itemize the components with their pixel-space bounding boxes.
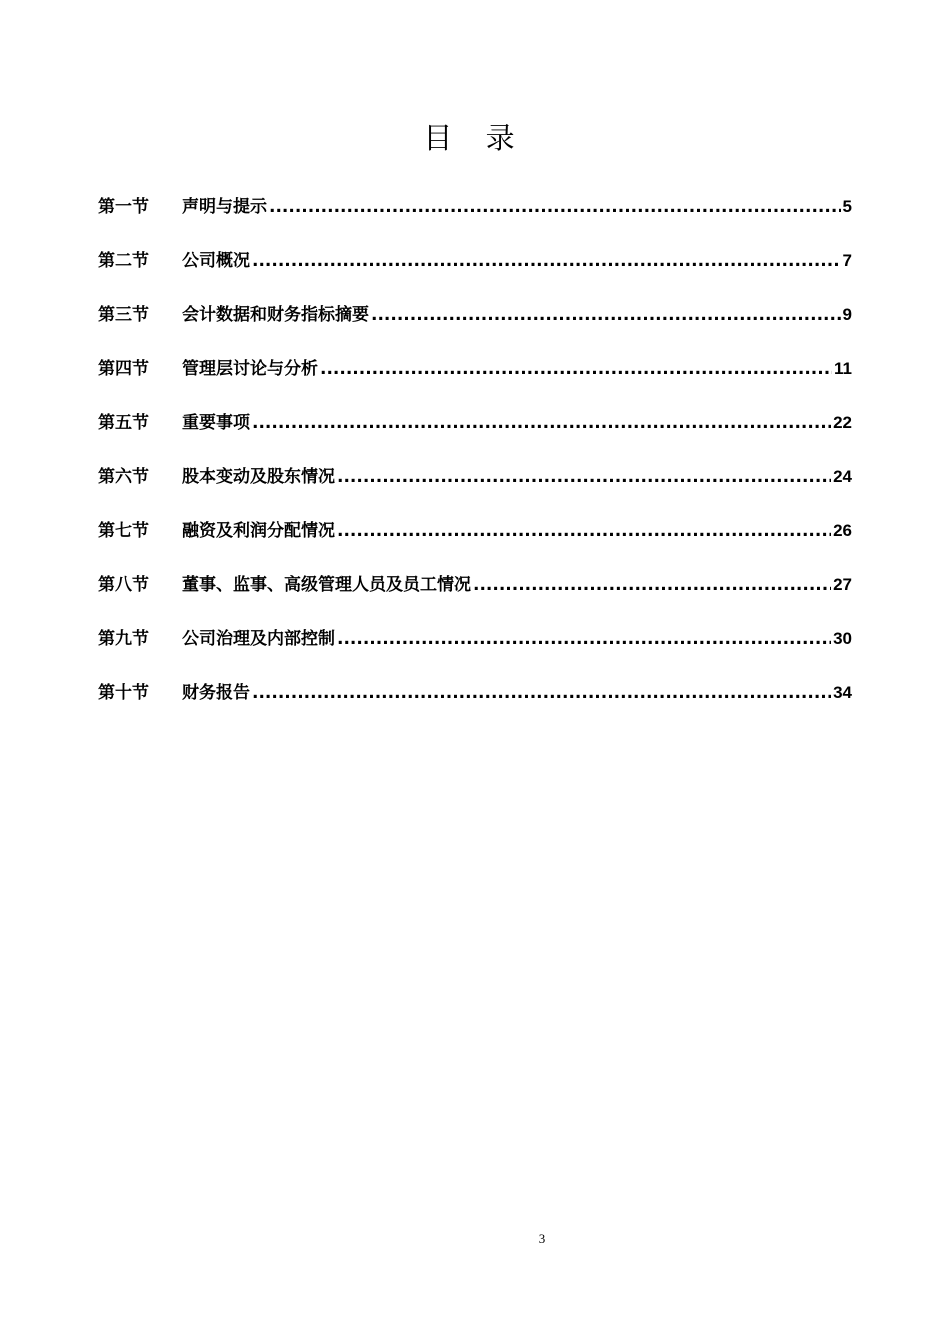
- toc-page-number: 7: [842, 251, 852, 270]
- toc-page-number: 27: [833, 575, 852, 594]
- toc-heading: 财务报告: [182, 683, 250, 703]
- toc-dot-leader: [337, 460, 831, 494]
- toc-page-number: 5: [842, 197, 852, 216]
- toc-dot-leader: [252, 244, 841, 278]
- toc-entry[interactable]: [98, 622, 852, 676]
- toc-entry[interactable]: [98, 298, 852, 352]
- page-number: 3: [538, 1231, 546, 1246]
- toc-heading: 股本变动及股东情况: [182, 467, 335, 487]
- toc-entry[interactable]: [98, 460, 852, 514]
- toc-dot-leader: [320, 352, 832, 386]
- toc-entry[interactable]: [98, 190, 852, 244]
- toc-entry[interactable]: [98, 568, 852, 622]
- toc-section-number: 第八节: [98, 575, 149, 595]
- toc-dot-leader: [371, 298, 841, 332]
- toc-heading: 会计数据和财务指标摘要: [182, 305, 369, 325]
- toc-heading: 董事、监事、高级管理人员及员工情况: [182, 575, 471, 595]
- toc-entry[interactable]: [98, 244, 852, 298]
- toc-page-number: 22: [833, 413, 852, 432]
- toc-dot-leader: [252, 406, 831, 440]
- toc-heading: 管理层讨论与分析: [182, 359, 318, 379]
- toc-page-number: 34: [833, 683, 852, 702]
- toc-entry[interactable]: [98, 676, 852, 730]
- toc-section-number: 第六节: [98, 467, 149, 487]
- toc-entry[interactable]: [98, 352, 852, 406]
- toc-page-number: 26: [833, 521, 852, 540]
- toc-dot-leader: [337, 622, 831, 656]
- toc-heading: 公司治理及内部控制: [182, 629, 335, 649]
- toc-section-number: 第二节: [98, 251, 149, 271]
- toc-heading: 声明与提示: [182, 197, 267, 217]
- toc-section-number: 第九节: [98, 629, 149, 649]
- toc-dot-leader: [337, 514, 831, 548]
- toc-entry[interactable]: [98, 514, 852, 568]
- toc-heading: 重要事项: [182, 413, 250, 433]
- toc-dot-leader: [252, 676, 831, 710]
- toc-page-number: 30: [833, 629, 852, 648]
- toc-entry[interactable]: [98, 406, 852, 460]
- toc-heading: 融资及利润分配情况: [182, 521, 335, 541]
- toc-dot-leader: [473, 568, 831, 602]
- toc-dot-leader: [269, 190, 841, 224]
- toc-section-number: 第七节: [98, 521, 149, 541]
- toc-list: [98, 190, 852, 730]
- toc-section-number: 第十节: [98, 683, 149, 703]
- toc-section-number: 第四节: [98, 359, 149, 379]
- toc-section-number: 第五节: [98, 413, 149, 433]
- toc-page-number: 11: [834, 359, 852, 378]
- toc-section-number: 第一节: [98, 197, 149, 217]
- toc-title: 目 录: [423, 121, 527, 155]
- toc-heading: 公司概况: [182, 251, 250, 271]
- toc-page-number: 24: [833, 467, 852, 486]
- toc-page-number: 9: [842, 305, 852, 324]
- toc-section-number: 第三节: [98, 305, 149, 325]
